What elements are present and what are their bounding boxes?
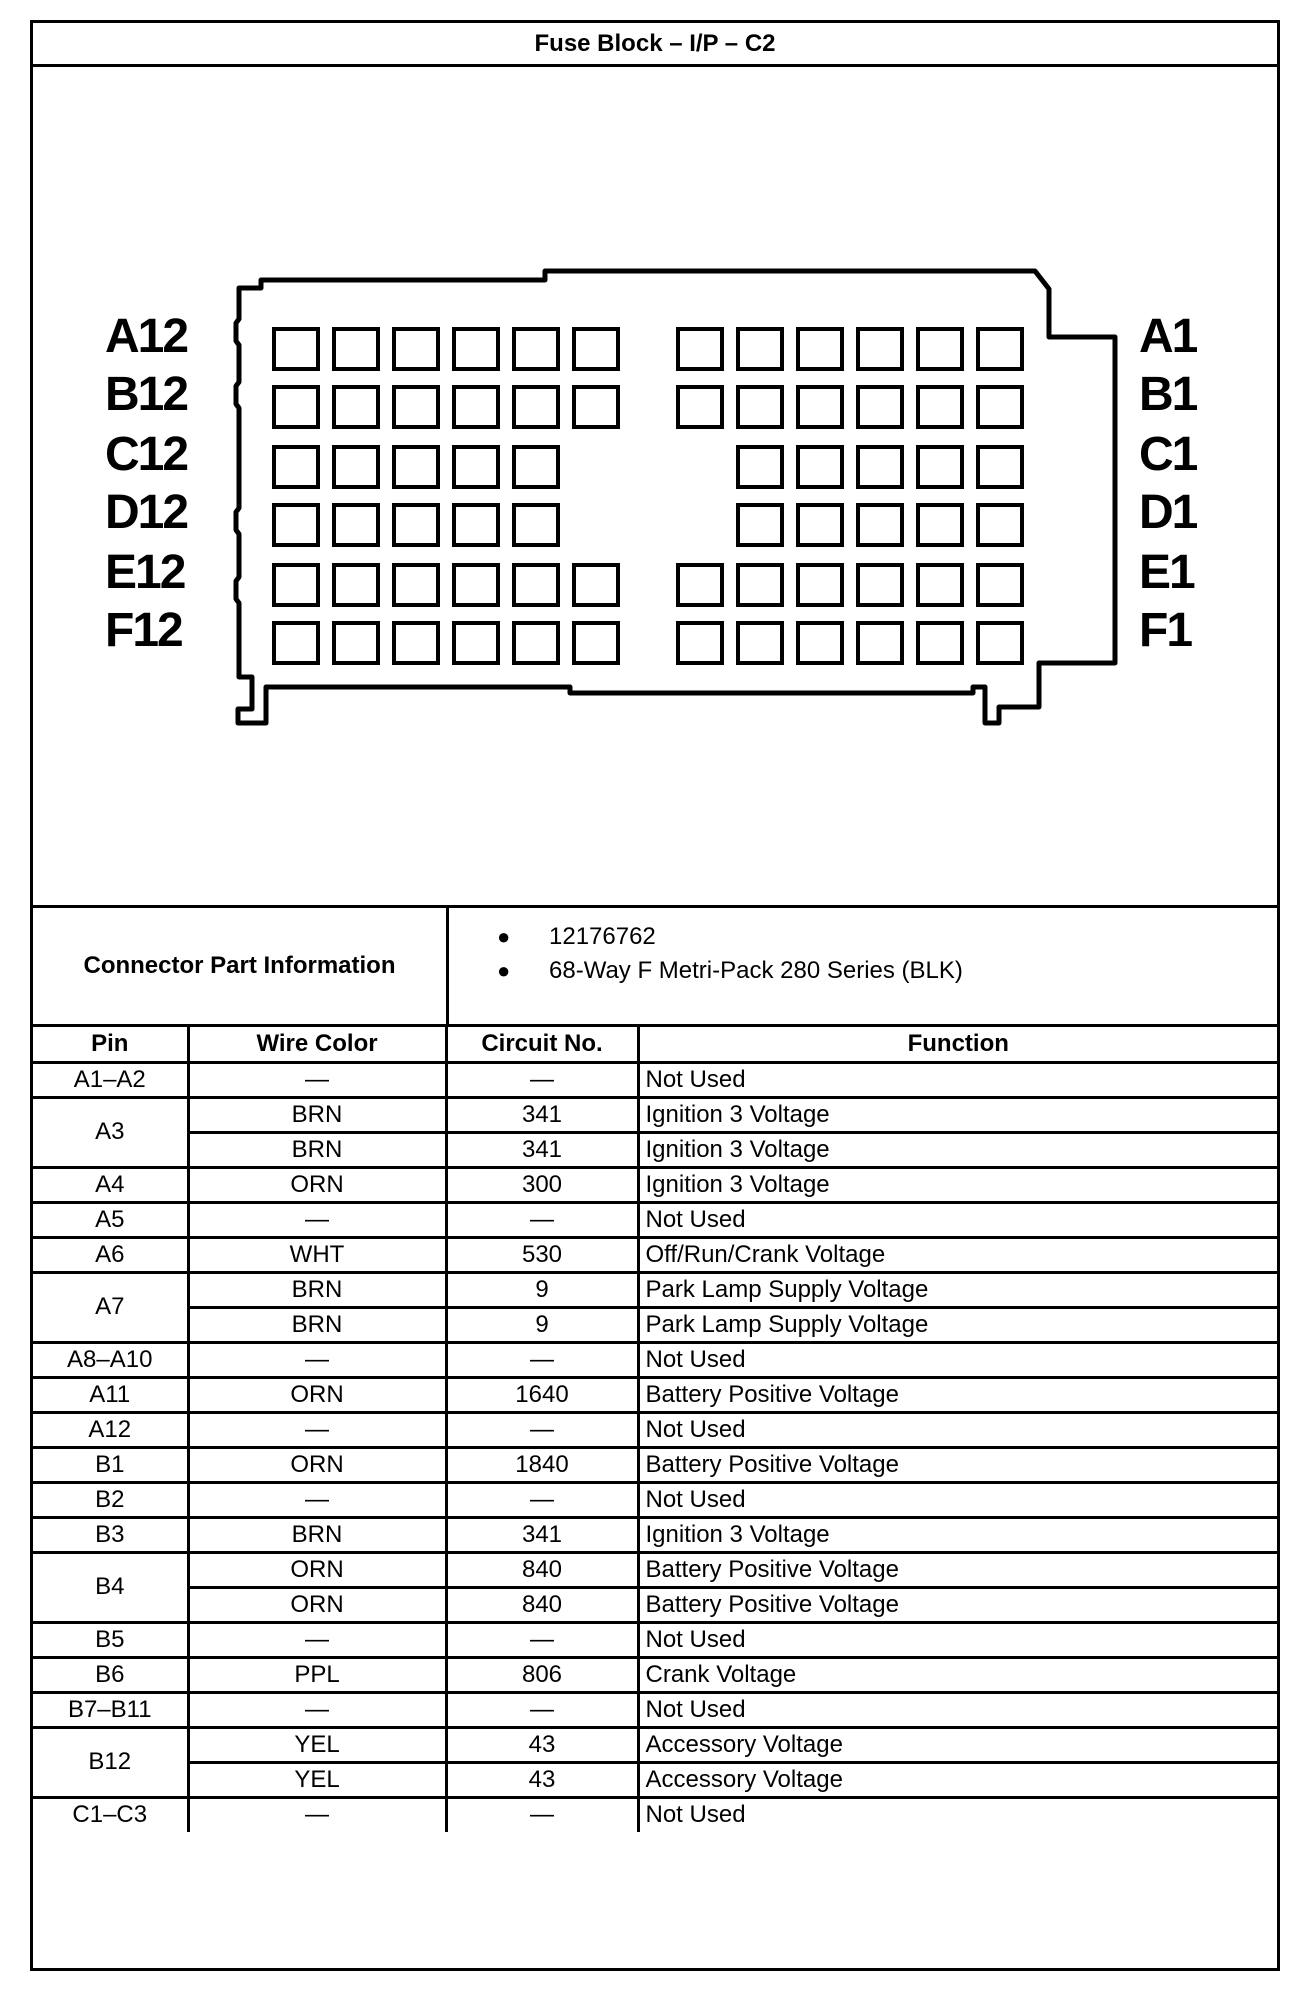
cavity-b	[978, 387, 1022, 427]
wire-color-cell: —	[188, 1412, 446, 1447]
part-info-item	[497, 920, 1277, 954]
cavity-f	[738, 623, 782, 663]
pin-cell: B6	[33, 1657, 188, 1692]
cavity-e	[918, 565, 962, 605]
table-row	[33, 1097, 1277, 1132]
wire-color-cell: ORN	[188, 1552, 446, 1587]
cavity-e	[738, 565, 782, 605]
cavity-c	[798, 447, 842, 487]
circuit-cell: 1640	[446, 1377, 638, 1412]
wire-color-cell: —	[188, 1342, 446, 1377]
pin-cell: B2	[33, 1482, 188, 1517]
cavity-f	[918, 623, 962, 663]
cavity-c	[738, 447, 782, 487]
circuit-cell: —	[446, 1342, 638, 1377]
connector-part-info	[33, 908, 1277, 1027]
cavity-b	[678, 387, 722, 427]
connector-diagram	[33, 67, 1277, 908]
circuit-cell: 840	[446, 1587, 638, 1622]
function-cell: Battery Positive Voltage	[638, 1447, 1277, 1482]
cavity-e	[514, 565, 558, 605]
header-pin: Pin	[33, 1027, 188, 1062]
wire-color-cell: —	[188, 1062, 446, 1097]
wire-color-cell: —	[188, 1622, 446, 1657]
cavity-b	[918, 387, 962, 427]
circuit-cell: 1840	[446, 1447, 638, 1482]
cavity-a	[394, 329, 438, 369]
part-description: 68-Way F Metri-Pack 280 Series (BLK)	[549, 957, 963, 984]
wire-color-cell: BRN	[188, 1097, 446, 1132]
circuit-cell: 840	[446, 1552, 638, 1587]
wire-color-cell: —	[188, 1482, 446, 1517]
wire-color-cell: BRN	[188, 1517, 446, 1552]
circuit-cell: 9	[446, 1307, 638, 1342]
row-label-c1: C1	[1139, 428, 1197, 481]
function-cell: Ignition 3 Voltage	[638, 1132, 1277, 1167]
function-cell: Not Used	[638, 1482, 1277, 1517]
cavity-d	[858, 505, 902, 545]
circuit-cell: —	[446, 1622, 638, 1657]
cavity-f	[454, 623, 498, 663]
table-row	[33, 1552, 1277, 1587]
wire-color-cell: BRN	[188, 1307, 446, 1342]
pin-cell: B3	[33, 1517, 188, 1552]
function-cell: Not Used	[638, 1202, 1277, 1237]
cavity-e	[678, 565, 722, 605]
cavity-d	[798, 505, 842, 545]
part-info-item	[497, 954, 1277, 988]
page-title: Fuse Block – I/P – C2	[33, 23, 1277, 67]
circuit-cell: 43	[446, 1727, 638, 1762]
cavity-d	[978, 505, 1022, 545]
function-cell: Not Used	[638, 1342, 1277, 1377]
table-header-row	[33, 1027, 1277, 1062]
circuit-cell: 300	[446, 1167, 638, 1202]
circuit-cell: 9	[446, 1272, 638, 1307]
pin-cell: A3	[33, 1097, 188, 1167]
cavity-d	[918, 505, 962, 545]
pin-cell: A8–A10	[33, 1342, 188, 1377]
cavity-f	[334, 623, 378, 663]
bullet-icon: ●	[497, 924, 511, 949]
row-label-b12: B12	[105, 368, 188, 421]
cavity-c	[858, 447, 902, 487]
cavity-f	[798, 623, 842, 663]
wire-color-cell: ORN	[188, 1377, 446, 1412]
table-row	[33, 1587, 1277, 1622]
wire-color-cell: PPL	[188, 1657, 446, 1692]
row-label-a12: A12	[105, 310, 188, 363]
table-row	[33, 1657, 1277, 1692]
function-cell: Crank Voltage	[638, 1657, 1277, 1692]
pin-cell: A6	[33, 1237, 188, 1272]
cavity-b	[514, 387, 558, 427]
row-label-e12: E12	[105, 546, 185, 599]
circuit-cell: —	[446, 1482, 638, 1517]
part-info-label: Connector Part Information	[33, 908, 449, 1024]
cavity-f	[514, 623, 558, 663]
cavity-c	[978, 447, 1022, 487]
pin-cell: B12	[33, 1727, 188, 1797]
table-row	[33, 1202, 1277, 1237]
cavity-f	[858, 623, 902, 663]
function-cell: Battery Positive Voltage	[638, 1552, 1277, 1587]
cavity-a	[334, 329, 378, 369]
function-cell: Ignition 3 Voltage	[638, 1097, 1277, 1132]
cavity-e	[858, 565, 902, 605]
table-row	[33, 1272, 1277, 1307]
table-row	[33, 1062, 1277, 1097]
cavity-e	[454, 565, 498, 605]
wire-color-cell: YEL	[188, 1727, 446, 1762]
cavity-b	[274, 387, 318, 427]
circuit-cell: 806	[446, 1657, 638, 1692]
row-label-c12: C12	[105, 428, 188, 481]
row-label-e1: E1	[1139, 546, 1194, 599]
pin-cell: A4	[33, 1167, 188, 1202]
pin-table	[33, 1027, 1277, 1832]
cavity-b	[574, 387, 618, 427]
table-row	[33, 1517, 1277, 1552]
row-label-d12: D12	[105, 486, 188, 539]
function-cell: Not Used	[638, 1622, 1277, 1657]
cavity-c	[334, 447, 378, 487]
cavity-d	[514, 505, 558, 545]
table-row	[33, 1167, 1277, 1202]
row-label-d1: D1	[1139, 486, 1197, 539]
cavity-f	[394, 623, 438, 663]
function-cell: Ignition 3 Voltage	[638, 1517, 1277, 1552]
row-label-b1: B1	[1139, 368, 1197, 421]
function-cell: Ignition 3 Voltage	[638, 1167, 1277, 1202]
connector-face-drawing	[33, 67, 1277, 905]
pin-table-body	[33, 1062, 1277, 1832]
row-label-f1: F1	[1139, 604, 1192, 657]
cavity-b	[454, 387, 498, 427]
function-cell: Off/Run/Crank Voltage	[638, 1237, 1277, 1272]
table-row	[33, 1447, 1277, 1482]
wire-color-cell: —	[188, 1202, 446, 1237]
cavity-c	[918, 447, 962, 487]
function-cell: Battery Positive Voltage	[638, 1587, 1277, 1622]
table-row	[33, 1412, 1277, 1447]
table-row	[33, 1132, 1277, 1167]
circuit-cell: —	[446, 1412, 638, 1447]
cavity-d	[274, 505, 318, 545]
circuit-cell: —	[446, 1202, 638, 1237]
cavity-a	[454, 329, 498, 369]
table-row	[33, 1727, 1277, 1762]
connector-outline	[236, 271, 1115, 723]
cavity-c	[274, 447, 318, 487]
function-cell: Accessory Voltage	[638, 1762, 1277, 1797]
pin-cell: A5	[33, 1202, 188, 1237]
cavity-b	[394, 387, 438, 427]
cavity-b	[334, 387, 378, 427]
cavity-d	[334, 505, 378, 545]
table-row	[33, 1482, 1277, 1517]
table-row	[33, 1762, 1277, 1797]
cavity-e	[798, 565, 842, 605]
cavity-c	[394, 447, 438, 487]
cavity-d	[394, 505, 438, 545]
cavity-a	[738, 329, 782, 369]
cavity-grid	[274, 329, 1022, 663]
row-label-f12: F12	[105, 604, 182, 657]
pin-cell: A12	[33, 1412, 188, 1447]
wire-color-cell: ORN	[188, 1587, 446, 1622]
cavity-e	[574, 565, 618, 605]
bullet-icon: ●	[497, 958, 511, 983]
pin-cell: B7–B11	[33, 1692, 188, 1727]
pin-cell: B4	[33, 1552, 188, 1622]
function-cell: Park Lamp Supply Voltage	[638, 1272, 1277, 1307]
wire-color-cell: ORN	[188, 1447, 446, 1482]
pin-cell: A11	[33, 1377, 188, 1412]
table-row	[33, 1622, 1277, 1657]
cavity-f	[978, 623, 1022, 663]
wire-color-cell: WHT	[188, 1237, 446, 1272]
cavity-f	[678, 623, 722, 663]
pin-cell: B5	[33, 1622, 188, 1657]
header-wire-color: Wire Color	[188, 1027, 446, 1062]
pin-cell: C1–C3	[33, 1797, 188, 1832]
table-row	[33, 1692, 1277, 1727]
pin-cell: A7	[33, 1272, 188, 1342]
function-cell: Not Used	[638, 1797, 1277, 1832]
cavity-d	[738, 505, 782, 545]
circuit-cell: 530	[446, 1237, 638, 1272]
cavity-c	[454, 447, 498, 487]
circuit-cell: 341	[446, 1132, 638, 1167]
row-label-a1: A1	[1139, 310, 1197, 363]
wire-color-cell: —	[188, 1692, 446, 1727]
cavity-a	[978, 329, 1022, 369]
wire-color-cell: YEL	[188, 1762, 446, 1797]
header-function: Function	[638, 1027, 1277, 1062]
cavity-e	[274, 565, 318, 605]
part-number: 12176762	[549, 923, 656, 950]
cavity-a	[274, 329, 318, 369]
header-circuit: Circuit No.	[446, 1027, 638, 1062]
circuit-cell: —	[446, 1797, 638, 1832]
wire-color-cell: BRN	[188, 1272, 446, 1307]
cavity-e	[334, 565, 378, 605]
function-cell: Not Used	[638, 1062, 1277, 1097]
function-cell: Not Used	[638, 1692, 1277, 1727]
cavity-a	[918, 329, 962, 369]
circuit-cell: 341	[446, 1097, 638, 1132]
cavity-a	[514, 329, 558, 369]
wire-color-cell: BRN	[188, 1132, 446, 1167]
cavity-d	[454, 505, 498, 545]
circuit-cell: —	[446, 1062, 638, 1097]
wire-color-cell: —	[188, 1797, 446, 1832]
table-row	[33, 1797, 1277, 1832]
connector-sheet	[30, 20, 1280, 1971]
pin-cell: B1	[33, 1447, 188, 1482]
cavity-a	[574, 329, 618, 369]
table-row	[33, 1377, 1277, 1412]
cavity-a	[858, 329, 902, 369]
cavity-a	[798, 329, 842, 369]
circuit-cell: —	[446, 1692, 638, 1727]
table-row	[33, 1237, 1277, 1272]
cavity-b	[738, 387, 782, 427]
cavity-f	[274, 623, 318, 663]
cavity-a	[678, 329, 722, 369]
circuit-cell: 341	[446, 1517, 638, 1552]
table-row	[33, 1307, 1277, 1342]
table-row	[33, 1342, 1277, 1377]
cavity-e	[978, 565, 1022, 605]
function-cell: Accessory Voltage	[638, 1727, 1277, 1762]
function-cell: Battery Positive Voltage	[638, 1377, 1277, 1412]
part-info-list	[449, 908, 1277, 1024]
cavity-b	[798, 387, 842, 427]
cavity-e	[394, 565, 438, 605]
function-cell: Not Used	[638, 1412, 1277, 1447]
pin-cell: A1–A2	[33, 1062, 188, 1097]
circuit-cell: 43	[446, 1762, 638, 1797]
cavity-f	[574, 623, 618, 663]
wire-color-cell: ORN	[188, 1167, 446, 1202]
cavity-c	[514, 447, 558, 487]
cavity-b	[858, 387, 902, 427]
function-cell: Park Lamp Supply Voltage	[638, 1307, 1277, 1342]
